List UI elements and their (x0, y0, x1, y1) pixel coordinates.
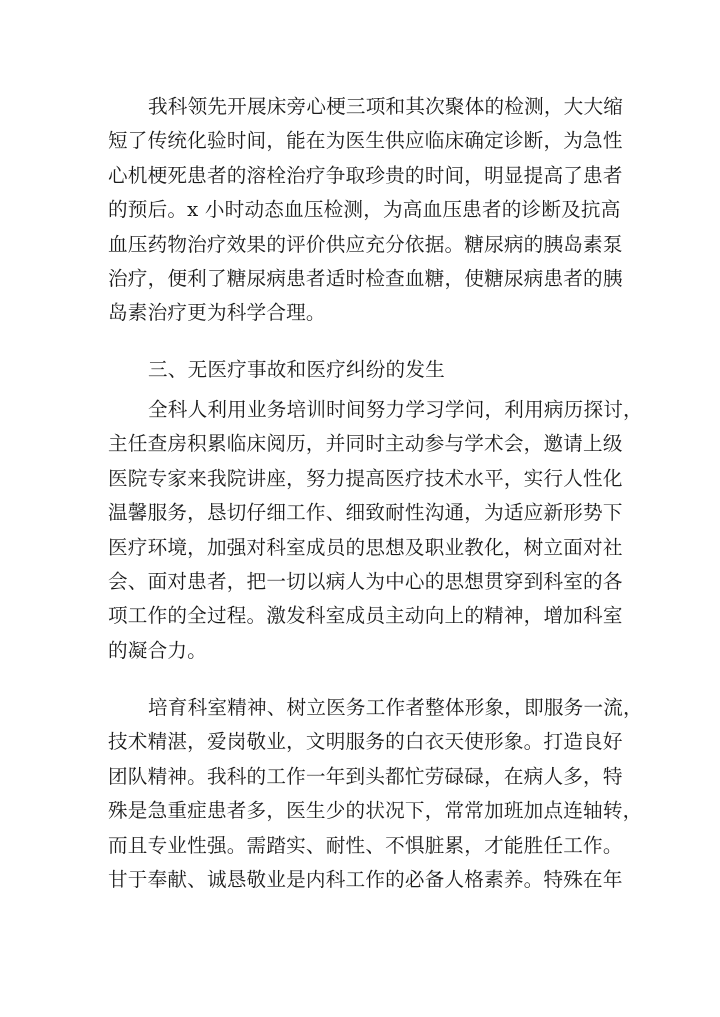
text-line: 医院专家来我院讲座，努力提高医疗技术水平，实行人性化 (108, 466, 623, 490)
text-line: 团队精神。我科的工作一年到头都忙劳碌碌，在病人多，特 (108, 764, 623, 788)
text-line: 心机梗死患者的溶栓治疗争取珍贵的时间，明显提高了患者 (108, 163, 623, 187)
heading-text: 三、无医疗事故和医疗纠纷的发生 (148, 358, 445, 381)
text-line: 殊是急重症患者多，医生少的状况下，常常加班加点连轴转， (108, 799, 643, 823)
text-line: 技术精湛，爱岗敬业，文明服务的白衣天使形象。打造良好 (108, 730, 623, 754)
text-line: 我科领先开展床旁心梗三项和其次聚体的检测，大大缩 (148, 95, 624, 118)
text-line: 医疗环境，加强对科室成员的思想及职业教化，树立面对社 (108, 535, 623, 559)
text-line: 甘于奉献、诚恳敬业是内科工作的必备人格素养。特殊在年 (108, 867, 623, 891)
text-line: 项工作的全过程。激发科室成员主动向上的精神，增加科室 (108, 604, 623, 628)
text-line: 治疗，便利了糖尿病患者适时检查血糖，使糖尿病患者的胰 (108, 266, 623, 290)
text-line: 全科人利用业务培训时间努力学习学问，利用病历探讨， (148, 398, 643, 421)
text-line: 的预后。x 小时动态血压检测，为高血压患者的诊断及抗高 (108, 198, 621, 222)
paragraph-3 (108, 691, 643, 897)
text-line: 温馨服务，恳切仔细工作、细致耐性沟通，为适应新形势下 (108, 501, 623, 525)
paragraph-1 (108, 90, 624, 331)
text-line: 培育科室精神、树立医务工作者整体形象，即服务一流， (148, 696, 643, 719)
text-line: 主任查房积累临床阅历，并同时主动参与学术会，邀请上级 (108, 432, 623, 456)
text-line: 会、面对患者，把一切以病人为中心的思想贯穿到科室的各 (108, 569, 623, 593)
text-line: 的凝合力。 (108, 638, 207, 662)
text-line: 岛素治疗更为科学合理。 (108, 301, 326, 325)
text-line: 而且专业性强。需踏实、耐性、不惧脏累，才能胜任工作。 (108, 833, 623, 857)
paragraph-2 (108, 393, 643, 668)
text-line: 血压药物治疗效果的评价供应充分依据。糖尿病的胰岛素泵 (108, 232, 623, 256)
section-heading-3 (108, 353, 608, 387)
text-line: 短了传统化验时间，能在为医生供应临床确定诊断，为急性 (108, 129, 623, 153)
